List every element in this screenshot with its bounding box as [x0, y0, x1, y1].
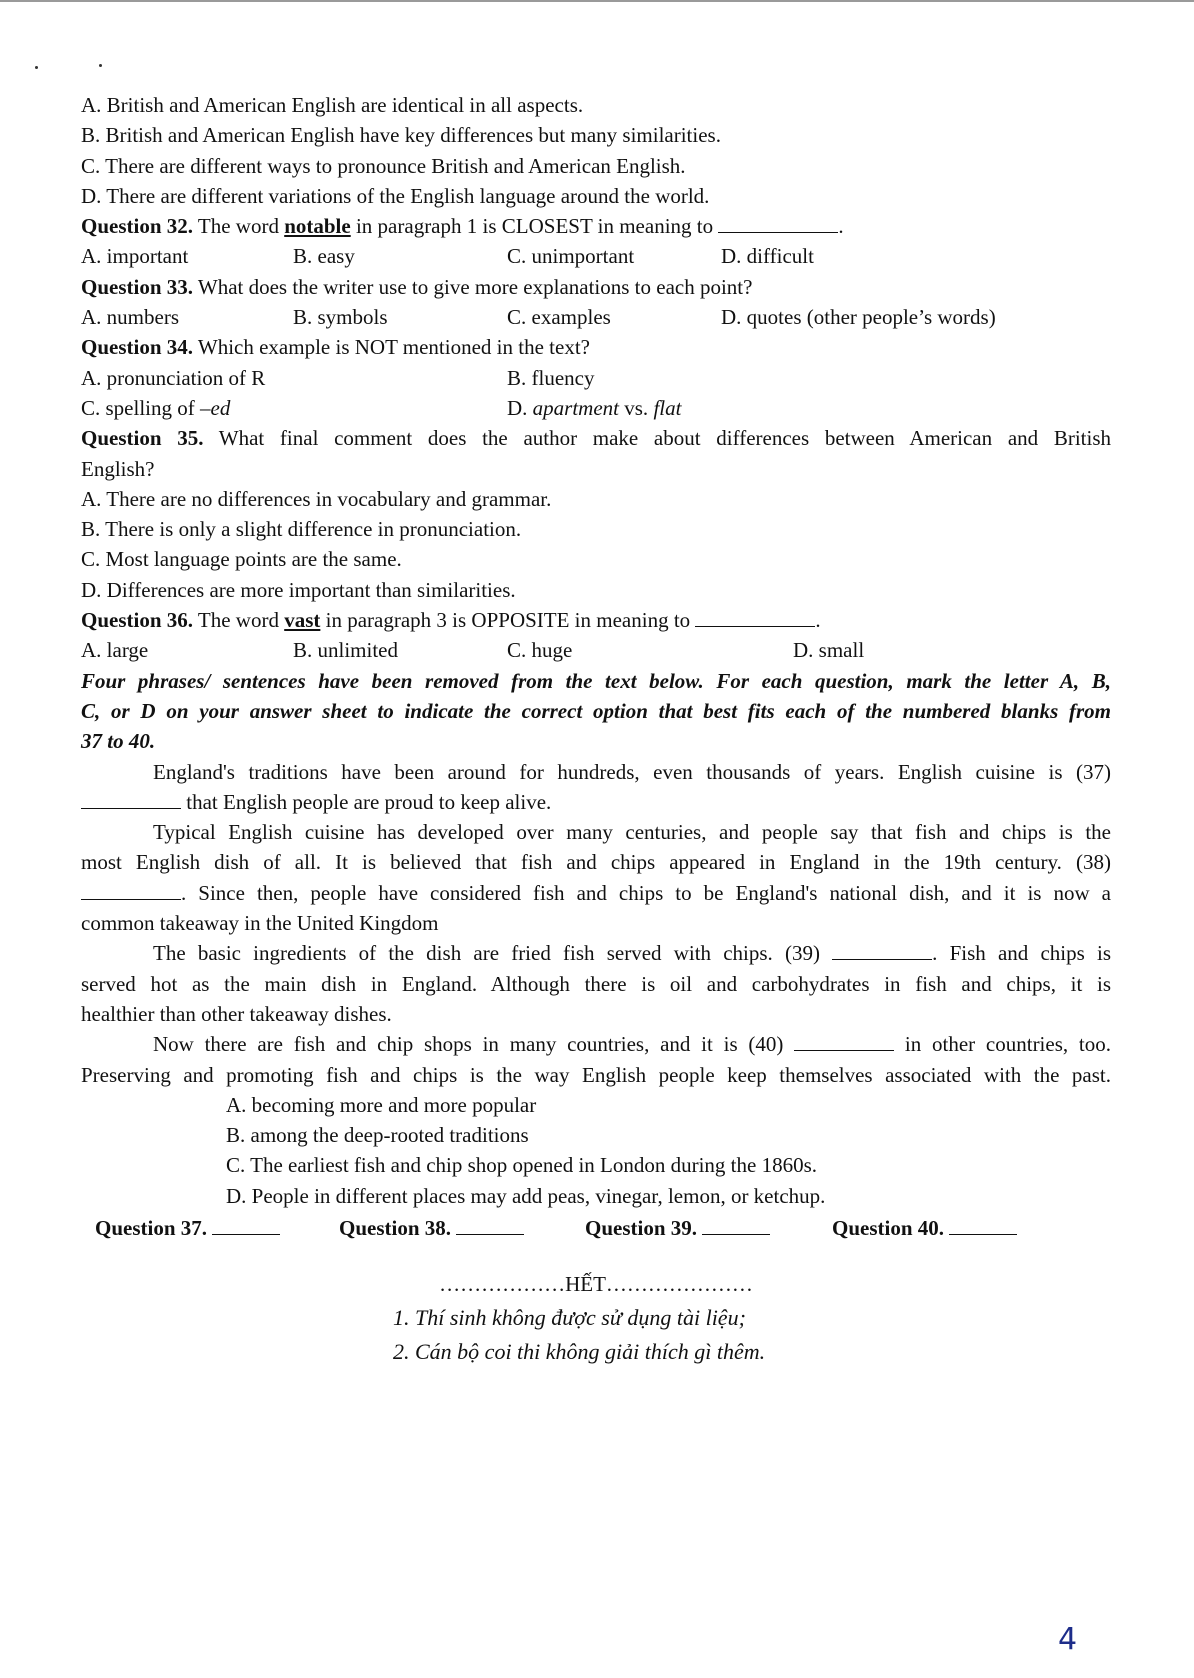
question-text: . [815, 608, 821, 633]
q36-option-d: D. small [793, 638, 865, 663]
question-text: What final comment does the author make about differences between American and British [203, 426, 1111, 451]
answer-38: Question 38. [339, 1211, 524, 1245]
q35-option-d: D. Differences are more important than similarities. [81, 577, 516, 602]
q32-options [81, 241, 1111, 271]
question-34 [81, 332, 1111, 362]
option-b: B. among the deep-rooted traditions [226, 1123, 529, 1148]
q33-option-b: B. symbols [293, 305, 388, 330]
question-label: Question 36. [81, 608, 194, 633]
q34-options-row2 [81, 393, 1111, 423]
answer-blank [718, 214, 838, 233]
question-35-cont: English? [81, 456, 155, 481]
question-label: Question 33. [81, 274, 194, 299]
q31-option-a: A. British and American English are identical in all aspects. [81, 93, 584, 117]
q33-options [81, 302, 1111, 332]
q36-option-b: B. unlimited [293, 638, 398, 663]
page-number: 4 [1058, 1622, 1078, 1657]
option-d: D. People in different places may add peas, vinegar, lemon, or ketchup. [226, 1183, 826, 1208]
question-33 [81, 272, 1111, 302]
answer-blank-38 [81, 881, 181, 900]
passage-line: The basic ingredients of the dish are fried fish served with chips. (39) . Fish and chips is [153, 941, 1112, 966]
q32-option-a: A. important [81, 244, 189, 269]
q33-option-d: D. quotes (other people’s words) [721, 305, 996, 330]
scan-dot [35, 66, 38, 69]
instruction-line: C, or D on your answer sheet to indicate the correct option that best fits each of the numbered blanks from [81, 698, 1111, 723]
top-border [0, 0, 1194, 2]
question-32 [81, 211, 1111, 241]
q33-option-c: C. examples [507, 305, 611, 330]
q34-option-c: C. spelling of –ed [81, 395, 231, 420]
instruction-line: 37 to 40. [81, 729, 156, 754]
question-text: in paragraph 1 is CLOSEST in meaning to [350, 214, 719, 239]
end-marker: ………………HẾT………………… [439, 1271, 753, 1296]
answer-37: Question 37. [95, 1211, 280, 1245]
q32-option-b: B. easy [293, 244, 355, 269]
answer-40: Question 40. [832, 1211, 1017, 1245]
passage-line: that English people are proud to keep alive. [81, 787, 1111, 817]
passage-line: healthier than other takeaway dishes. [81, 1001, 392, 1026]
question-text: What does the writer use to give more explanations to each point? [193, 274, 753, 299]
footer-note-2: 2. Cán bộ coi thi không giải thích gì thêm. [393, 1338, 766, 1364]
scan-dot [99, 64, 102, 67]
question-text: The word [193, 608, 285, 633]
exam-page [81, 90, 1111, 1369]
question-text: . [838, 214, 844, 239]
underlined-word: vast [284, 608, 321, 633]
q34-option-b: B. fluency [507, 365, 595, 390]
question-text: The word [193, 214, 285, 239]
q35-option-b: B. There is only a slight difference in pronunciation. [81, 517, 522, 542]
instruction-line: Four phrases/ sentences have been removed from the text below. For each question, mark the letter A, B, [81, 668, 1111, 693]
footer-note-1: 1. Thí sinh không được sử dụng tài liệu; [393, 1304, 746, 1330]
q36-option-c: C. huge [507, 638, 573, 663]
option-a: A. becoming more and more popular [226, 1092, 537, 1117]
question-label: Question 34. [81, 335, 194, 360]
q32-option-d: D. difficult [721, 244, 814, 269]
q34-options-row1 [81, 363, 1111, 393]
q31-option-b: B. British and American English have key differences but many similarities. [81, 123, 721, 148]
q34-option-d: D. apartment vs. flat [507, 395, 682, 420]
q36-options [81, 635, 1111, 665]
q31-option-d: D. There are different variations of the English language around the world. [81, 183, 710, 208]
underlined-word: notable [284, 214, 351, 239]
q35-option-a: A. There are no differences in vocabulary and grammar. [81, 486, 552, 511]
q34-option-a: A. pronunciation of R [81, 365, 266, 390]
question-text: in paragraph 3 is OPPOSITE in meaning to [320, 608, 696, 633]
q33-option-a: A. numbers [81, 305, 179, 330]
answer-blank-39 [832, 941, 932, 960]
q32-option-c: C. unimportant [507, 244, 635, 269]
passage-line: common takeaway in the United Kingdom [81, 911, 439, 936]
q35-option-c: C. Most language points are the same. [81, 547, 402, 572]
passage-line: Typical English cuisine has developed over many centuries, and people say that fish and chips is the [153, 820, 1111, 845]
q31-option-c: C. There are different ways to pronounce British and American English. [81, 153, 686, 178]
question-35 [81, 423, 1111, 453]
answer-39: Question 39. [585, 1211, 770, 1245]
passage-line: . Since then, people have considered fish and chips to be England's national dish, and it is now a [81, 878, 1111, 908]
passage-line: England's traditions have been around for hundreds, even thousands of years. English cuisine is (37) [153, 759, 1111, 784]
passage-line: served hot as the main dish in England. Although there is oil and carbohydrates in fish and chips, it is [81, 971, 1111, 996]
answer-row [81, 1211, 1111, 1245]
passage-line: most English dish of all. It is believed that fish and chips appeared in England in the 19th century. (38) [81, 850, 1111, 875]
question-36 [81, 605, 1111, 635]
answer-blank-40 [794, 1032, 894, 1051]
passage-line: Now there are fish and chip shops in many countries, and it is (40) in other countries, too. [153, 1032, 1111, 1057]
answer-blank [695, 608, 815, 627]
question-label: Question 35. [81, 426, 204, 451]
q36-option-a: A. large [81, 638, 149, 663]
question-label: Question 32. [81, 214, 194, 239]
answer-blank-37 [81, 790, 181, 809]
passage-line: Preserving and promoting fish and chips is the way English people keep themselves associated with the past. [81, 1062, 1111, 1087]
option-c: C. The earliest fish and chip shop opened in London during the 1860s. [226, 1153, 818, 1178]
question-text: Which example is NOT mentioned in the text? [193, 335, 590, 360]
